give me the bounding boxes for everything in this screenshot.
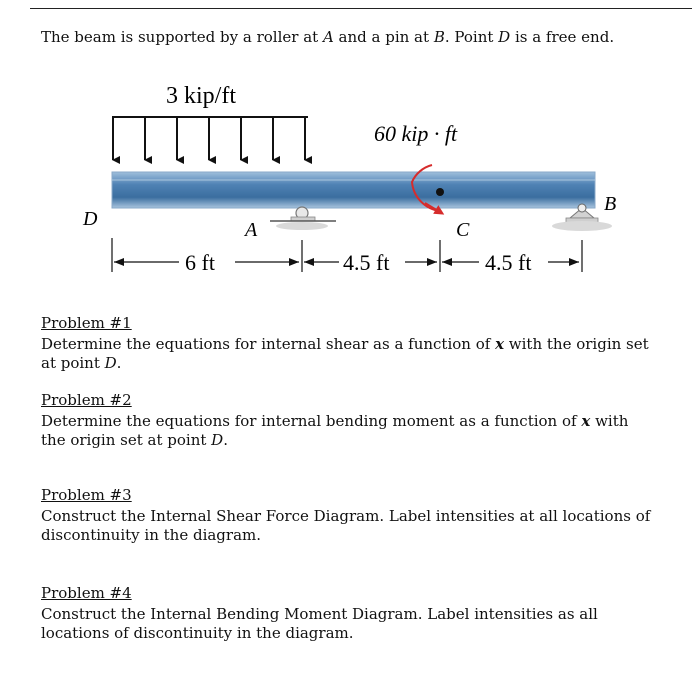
beam-figure bbox=[0, 0, 700, 300]
dim-6ft: 6 ft bbox=[185, 250, 215, 275]
intro-point-d: D bbox=[498, 28, 511, 46]
intro-part2: and a pin at bbox=[333, 28, 434, 46]
problem-1 bbox=[41, 314, 651, 373]
dim-4-5ft-2: 4.5 ft bbox=[485, 250, 532, 275]
point-c-dot bbox=[436, 188, 444, 196]
problem-2-text: Determine the equations for internal bending moment as a function of x with the origin set at point D. bbox=[41, 412, 629, 449]
moment-label: 60 kip · ft bbox=[374, 121, 458, 146]
beam bbox=[112, 172, 595, 208]
dim-4-5ft-1: 4.5 ft bbox=[343, 250, 390, 275]
load-label: 3 kip/ft bbox=[166, 83, 236, 109]
problem-3-title: Problem #3 bbox=[41, 486, 132, 504]
problem-1-title: Problem #1 bbox=[41, 314, 132, 332]
label-c: C bbox=[456, 219, 470, 241]
problem-4-text: Construct the Internal Bending Moment Diagram. Label intensities as all locations of discontinuity in the diagram. bbox=[41, 605, 598, 642]
intro-part4: is a free end. bbox=[510, 28, 615, 46]
intro-part3: . Point bbox=[444, 28, 499, 46]
intro-part1: The beam is supported by a roller at bbox=[41, 28, 323, 46]
problem-3 bbox=[41, 486, 651, 545]
label-a: A bbox=[245, 219, 258, 241]
intro-point-b: B bbox=[433, 28, 445, 46]
problem-2-title: Problem #2 bbox=[41, 391, 132, 409]
problem-4-title: Problem #4 bbox=[41, 584, 132, 602]
problem-4 bbox=[41, 584, 651, 643]
problem-1-text: Determine the equations for internal shear as a function of x with the origin set at point D. bbox=[41, 335, 649, 372]
label-b: B bbox=[604, 193, 617, 215]
label-d: D bbox=[83, 208, 98, 230]
problem-3-text: Construct the Internal Shear Force Diagram. Label intensities at all locations of discontinuity in the diagram. bbox=[41, 507, 651, 544]
problem-2 bbox=[41, 391, 651, 450]
intro-point-a: A bbox=[322, 28, 334, 46]
roller-support-a bbox=[270, 207, 336, 230]
distributed-load-arrows bbox=[113, 117, 305, 160]
